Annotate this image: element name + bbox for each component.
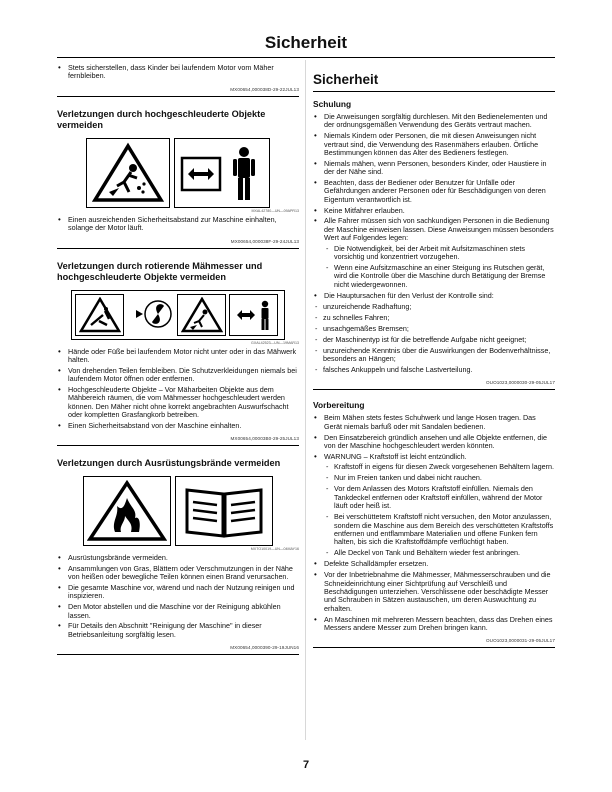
sub-list-item: - unzureichende Radhaftung;: [313, 303, 555, 311]
list-item: [313, 453, 555, 558]
sub-list-item: - Bei verschüttetem Kraftstoff nicht versuchen, den Motor anzulassen, sondern die Maschine aus dem Bereich des verschütteten Kraftstoffs entfernen und entflammbare Materialien und offene Funken fern halten, bis sich die Kraftstoffdämpfe verflüchtigt haben.: [324, 513, 555, 547]
list-item-text: WARNUNG – Kraftstoff ist leicht entzündlich.: [324, 451, 467, 461]
list-item: • Beachten, dass der Bediener oder Benutzer für Unfälle oder Gefährdungen anderer Personen oder für Beschädigungen von deren Eigentum verantwortlich ist.: [313, 179, 555, 204]
list-item: • Vor der Inbetriebnahme die Mähmesser, Mähmesserschrauben und die Schneideinrichtung einer Sichtprüfung auf Verschleiß und Beschädigungen unterziehen. Verschlissene oder beschädigte Messer und Schrauben in Sätzen austauschen, um deren Auswuchtung zu erhalten.: [313, 571, 555, 613]
list-item: • Den Motor abstellen und die Maschine vor der Reinigung abkühlen lassen.: [57, 603, 299, 620]
list-item: • Von drehenden Teilen fernbleiben. Die Schutzverkleidungen niemals bei laufendem Motor öffnen oder entfernen.: [57, 367, 299, 384]
sub-list-item: - unzureichende Kenntnis über die Auswirkungen der Bodenverhältnisse, besonders an Hängen;: [313, 347, 555, 364]
reference-code: MX00654,0000390-29-19JUN16: [57, 645, 299, 655]
list-item: • Die Hauptursachen für den Verlust der Kontrolle sind:: [313, 292, 555, 300]
subsection-heading-training: Schulung: [313, 99, 352, 109]
thrown-objects-figure: [57, 138, 299, 213]
list-item: • Die gesamte Maschine vor, wärend und nach der Nutzung reinigen und inspizieren.: [57, 584, 299, 601]
preparation-list: [313, 414, 555, 632]
right-column: [313, 64, 555, 648]
rotating-blades-list: [57, 348, 299, 431]
control-loss-list: [313, 303, 555, 375]
training-list: [313, 113, 555, 300]
intro-list: [57, 64, 299, 81]
list-item: • Hochgeschleuderte Objekte – Vor Mäharbeiten Objekte aus dem Mähbereich räumen, die vom Mähmesser hochgeschleudert werden können. Den Mäher nicht ohne korrekt angebrachten Auswurfschacht oder kompletten Grasfangkorb betreiben.: [57, 386, 299, 420]
list-item: • Einen ausreichenden Sicherheitsabstand zur Maschine einhalten, solange der Motor läuft.: [57, 216, 299, 233]
list-item: • Keine Mitfahrer erlauben.: [313, 207, 555, 215]
list-item: • Für Details den Abschnitt "Reinigung der Maschine" in dieser Betriebsanleitung sorgfältig lesen.: [57, 622, 299, 639]
reference-code: OUO1023,0000030-29-05JUL17: [313, 380, 555, 390]
list-item: • Stets sicherstellen, dass Kinder bei laufendem Motor vom Mäher fernbleiben.: [57, 64, 299, 81]
reference-code: MX00654,000038D-29-22JUL13: [57, 87, 299, 97]
sub-list-item: - Die Notwendigkeit, bei der Arbeit mit Aufsitzmaschinen stets vorsichtig und konzentriert vorzugehen.: [324, 245, 555, 262]
sub-list-item: - unsachgemäßes Bremsen;: [313, 325, 555, 333]
reference-code: MX00654,00003B0-29-25JUL13: [57, 436, 299, 446]
section-heading-rotating-blades: Verletzungen durch rotierende Mähmesser und hochgeschleuderte Objekte vermeiden: [57, 260, 263, 283]
section-heading-thrown-objects: Verletzungen durch hochgeschleuderte Objekte vermeiden: [57, 108, 266, 131]
rotating-blade-icon: [127, 294, 174, 334]
list-item: • Niemals Kindern oder Personen, die mit diesen Anweisungen nicht vertraut sind, die Verwendung des Rasenmähers erlauben. Örtliche Bestimmungen können das Alter des Bedieners festlegen.: [313, 132, 555, 157]
sub-list-item: - Vor dem Anlassen des Motors Kraftstoff einfüllen. Niemals den Tankdeckel entfernen oder Kraftstoff einfüllen, während der Motor läuft oder heiß ist.: [324, 485, 555, 510]
thrown-object-warning-icon: [177, 294, 226, 336]
sub-list-item: - Wenn eine Aufsitzmaschine an einer Steigung ins Rutschen gerät, wird die Kontrolle über die Maschine durch Betätigung der Bremse nicht wiedergewonnen.: [324, 264, 555, 289]
reference-code: MX00654,000038F-29-24JUL13: [57, 239, 299, 249]
safe-distance-icon: [229, 294, 278, 336]
rotating-blades-figure: [57, 290, 299, 345]
sub-list-item: - Alle Deckel von Tank und Behältern wieder fest anbringen.: [324, 549, 555, 557]
list-item: • Einen Sicherheitsabstand von der Maschine einhalten.: [57, 422, 299, 430]
sub-list: [324, 245, 555, 290]
list-item: • Hände oder Füße bei laufendem Motor nicht unter oder in das Mähwerk halten.: [57, 348, 299, 365]
title-rule: [57, 57, 555, 58]
figure-code: MXTO10019—UN—04MAY16: [250, 546, 299, 551]
section-title-safety: Sicherheit: [313, 72, 555, 92]
section-heading-equipment-fires: Verletzungen durch Ausrüstungsbrände vermeiden: [57, 458, 281, 469]
equipment-fires-list: [57, 554, 299, 639]
list-item: • Den Einsatzbereich gründlich ansehen und alle Objekte entfernen, die von der Maschine hochgeschleudert werden könnten.: [313, 434, 555, 451]
reference-code: OUO1023,0000031-29-05JUL17: [313, 638, 555, 648]
list-item: • An Maschinen mit mehreren Messern beachten, dass das Drehen eines Messers andere Messer zum Drehen bringen kann.: [313, 616, 555, 633]
list-item: • Defekte Schalldämpfer ersetzen.: [313, 560, 555, 568]
safe-distance-icon: [174, 138, 270, 208]
list-item: • Beim Mähen stets festes Schuhwerk und lange Hosen tragen. Das Gerät niemals barfuß oder mit Sandalen bedienen.: [313, 414, 555, 431]
fire-hazard-icon: [83, 476, 171, 546]
safety-label: [71, 290, 285, 340]
list-item: • Ansammlungen von Gras, Blättern oder Verschmutzungen in der Nähe von heißen oder bewegliche Teilen können einen Brand verursachen.: [57, 565, 299, 582]
cut-hazard-icon: [75, 294, 124, 336]
list-item-text: Alle Fahrer müssen sich von sachkundigen Personen in die Bedienung der Maschine einweisen lassen. Diese Anweisungen müssen besonders Wert auf Folgendes legen:: [324, 216, 554, 243]
list-item: [313, 217, 555, 289]
sub-list-item: - der Maschinentyp ist für die betreffende Aufgabe nicht geeignet;: [313, 336, 555, 344]
figure-code: GXAL42523—UN—19MAR13: [251, 340, 299, 345]
subsection-heading-preparation: Vorbereitung: [313, 400, 365, 411]
equipment-fire-figure: [57, 476, 299, 551]
thrown-object-hazard-icon: [86, 138, 170, 208]
thrown-objects-list: [57, 216, 299, 233]
page-title: Sicherheit: [264, 33, 348, 52]
list-item: • Die Anweisungen sorgfältig durchlesen. Mit den Bedienelementen und der ordnungsgemäßen Verwendung des Geräts vertraut machen.: [313, 113, 555, 130]
list-item: • Ausrüstungsbrände vermeiden.: [57, 554, 299, 562]
left-column: [57, 64, 299, 655]
sub-list-item: - Nur im Freien tanken und dabei nicht rauchen.: [324, 474, 555, 482]
read-manual-icon: [175, 476, 273, 546]
sub-list-item: - Kraftstoff in eigens für diesen Zweck vorgesehenen Behältern lagern.: [324, 463, 555, 471]
sub-list: [324, 463, 555, 557]
sub-list-item: - falsches Ankuppeln und falsche Lastverteilung.: [313, 366, 555, 374]
column-divider: [305, 60, 306, 740]
list-item: • Niemals mähen, wenn Personen, besonders Kinder, oder Haustiere in der der Nähe sind.: [313, 160, 555, 177]
sub-list-item: - zu schnelles Fahren;: [313, 314, 555, 322]
page-number: 7: [302, 759, 310, 771]
figure-code: MXAL42780—UN—09APR13: [251, 208, 299, 213]
